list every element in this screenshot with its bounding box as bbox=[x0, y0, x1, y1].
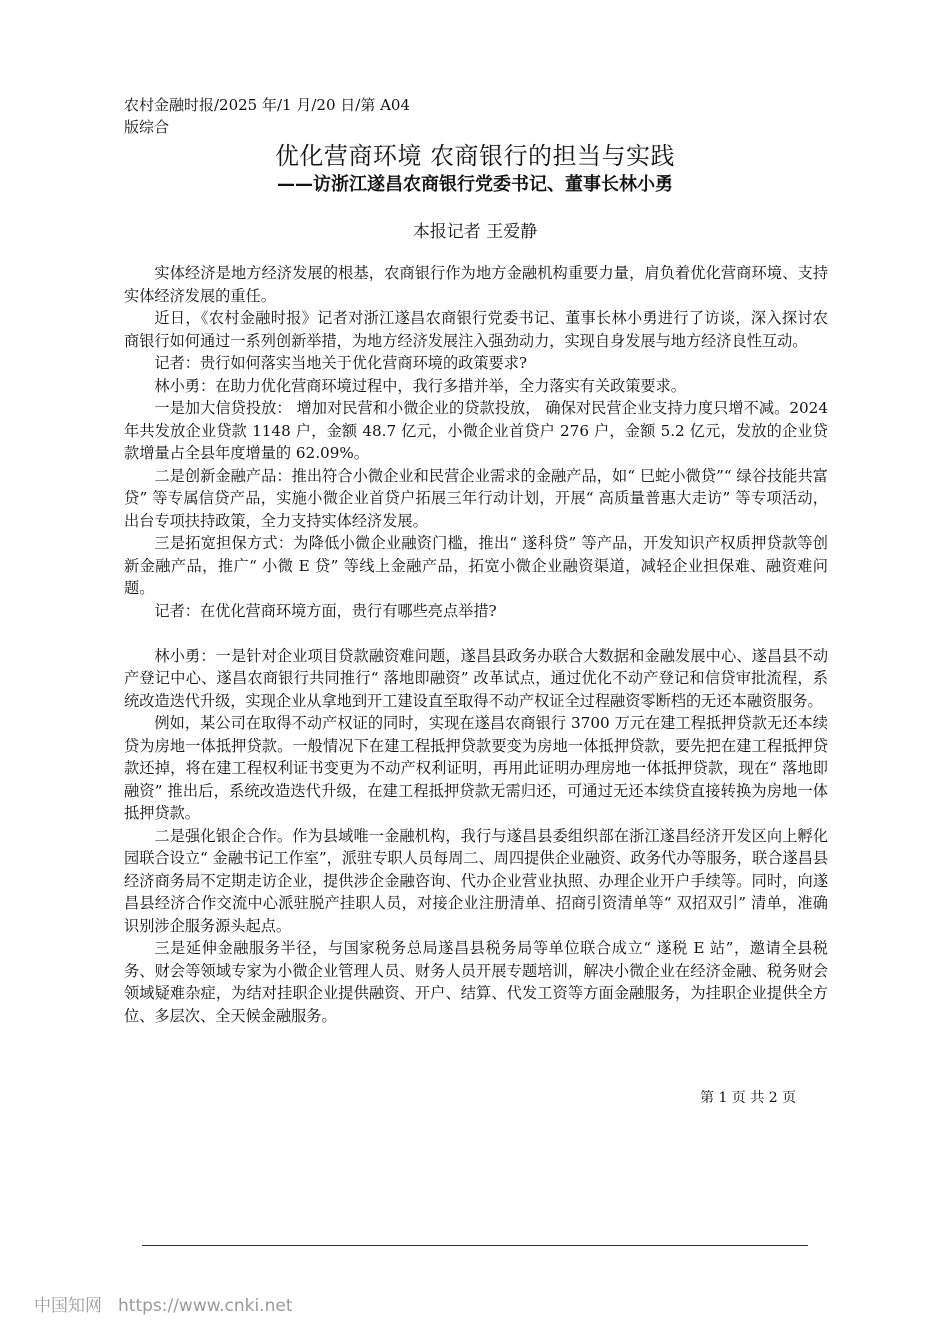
source-line: 农村金融时报/2025 年/1 月/20 日/第 A04 bbox=[124, 96, 411, 114]
paragraph: 三是拓宽担保方式：为降低小微企业融资门槛，推出“ 遂科贷” 等产品，开发知识产权质押贷款等创新金融产品，推广“ 小微 E 贷” 等线上金融产品，拓宽小微企业融资渠道，减轻企业担保难、融资难问题。 bbox=[124, 534, 828, 597]
source-citation bbox=[124, 94, 424, 138]
cnki-brand: 中国知网 bbox=[34, 1296, 102, 1316]
watermark-footer bbox=[34, 1294, 292, 1318]
paragraph: 林小勇：一是针对企业项目贷款融资难问题，遂昌县政务办联合大数据和金融发展中心、遂昌县不动产登记中心、遂昌农商银行共同推行“ 落地即融资” 改革试点，通过优化不动产登记和信贷审批流程，系统改造迭代升级，实现企业从拿地到开工建设直至取得不动产权证全过程融资零断档的无还本融资服务。 bbox=[124, 646, 828, 710]
paragraph: 一是加大信贷投放： 增加对民营和小微企业的贷款投放， 确保对民营企业支持力度只增不减。2024 年共发放企业贷款 1148 户，金额 48.7 亿元，小微企业首贷户 276 户，金额 5.2 亿元，发放的企业贷款增量占全县年度增量的 62.09%。 bbox=[124, 399, 828, 462]
article-subtitle: ——访浙江遂昌农商银行党委书记、董事长林小勇 bbox=[277, 174, 673, 195]
source-line-continued: 版综合 bbox=[124, 118, 170, 136]
paragraph: 记者：贵行如何落实当地关于优化营商环境的政策要求? bbox=[154, 354, 528, 372]
paragraph: 记者：在优化营商环境方面，贵行有哪些亮点举措? bbox=[154, 601, 497, 620]
article-title: 优化营商环境 农商银行的担当与实践 bbox=[274, 142, 676, 170]
paragraph-spacer bbox=[124, 622, 828, 645]
paragraph: 二是强化银企合作。作为县域唯一金融机构，我行与遂昌县委组织部在浙江遂昌经济开发区向上孵化园联合设立“ 金融书记工作室”，派驻专职人员每周二、周四提供企业融资、政务代办等服务，联合遂昌县经济商务局不定期走访企业，提供涉企金融咨询、代办企业营业执照、办理企业开户手续等。同时，向遂昌县经济合作交流中心派驻脱产挂职人员，对接企业注册清单、招商引资清单等“ 双招双引” 清单，准确识别涉企服务源头起点。 bbox=[124, 826, 828, 935]
article-byline: 本报记者 王爱静 bbox=[412, 222, 538, 242]
paragraph: 实体经济是地方经济发展的根基，农商银行作为地方金融机构重要力量，肩负着优化营商环境、支持实体经济发展的重任。 bbox=[124, 264, 828, 305]
cnki-url[interactable]: https://www.cnki.net bbox=[118, 1296, 293, 1316]
footer-divider bbox=[142, 1245, 808, 1246]
paragraph: 三是延伸金融服务半径，与国家税务总局遂昌县税务局等单位联合成立“ 遂税 E 站”，邀请全县税务、财会等领域专家为小微企业管理人员、财务人员开展专题培训，解决小微企业在经济金融、税务财会领域疑难杂症，为结对挂职企业提供融资、开户、结算、代发工资等方面金融服务，为挂职企业提供全方位、多层次、全天候金融服务。 bbox=[124, 939, 828, 1025]
article-body bbox=[124, 262, 828, 1027]
article-header bbox=[124, 140, 826, 244]
paragraph: 林小勇：在助力优化营商环境过程中，我行多措并举，全力落实有关政策要求。 bbox=[154, 376, 686, 395]
page-number: 第 1 页 共 2 页 bbox=[700, 1090, 797, 1106]
paragraph: 例如，某公司在取得不动产权证的同时，实现在遂昌农商银行 3700 万元在建工程抵押贷款无还本续贷为房地一体抵押贷款。一般情况下在建工程抵押贷款要变为房地一体抵押贷款，要先把在建工程抵押贷款还掉，将在建工程权利证书变更为不动产权利证明，再用此证明办理房地一体抵押贷款，现在“ 落地即融资” 推出后，系统改造迭代升级，在建工程抵押贷款无需归还，可通过无还本续贷直接转换为房地一体抵押贷款。 bbox=[124, 714, 828, 822]
paragraph: 近日，《农村金融时报》记者对浙江遂昌农商银行党委书记、董事长林小勇进行了访谈，深入探讨农商银行如何通过一系列创新举措，为地方经济发展注入强劲动力，实现自身发展与地方经济良性互动。 bbox=[124, 309, 828, 350]
paragraph: 二是创新金融产品：推出符合小微企业和民营企业需求的金融产品，如“ 巳蛇小微贷”“ 绿谷技能共富贷” 等专属信贷产品，实施小微企业首贷户拓展三年行动计划，开展“ 高质量普惠大走访” 等专项活动，出台专项扶持政策，全力支持实体经济发展。 bbox=[124, 466, 828, 530]
